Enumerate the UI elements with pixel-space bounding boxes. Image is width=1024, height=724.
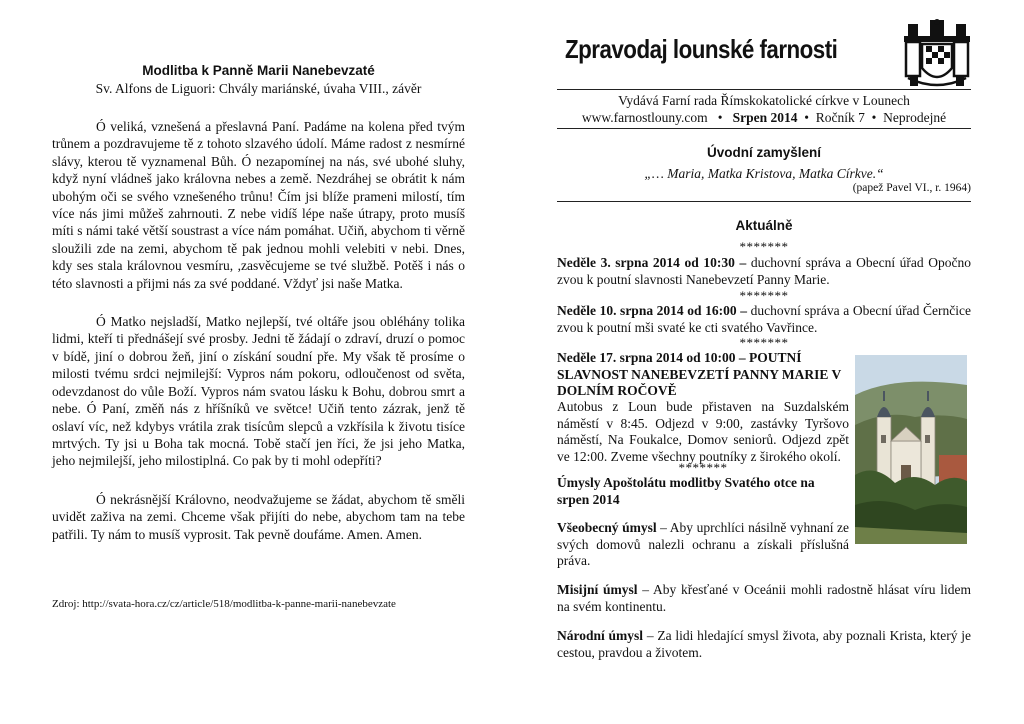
source-url: Zdroj: http://svata-hora.cz/cz/article/518/modlitba-k-panne-marii-nanebevzate [52, 598, 396, 610]
prayer-paragraph-2: Ó Matko nejsladší, Matko nejlepší, tvé oltáře jsou obléhány tolika lidmi, kteří ti přednášejí své prosby. Jedni tě žádají o zdraví, druzí o pomoc v bídě, jiní o dobrou žeň, jiní o získání soudní pře. My však tě prosíme o milosti tvému srdci nejmilejší: Vypros nám pokoru, odloučenost od světa, odevzdanost do vůle Boží. Vypros nám svatou lásku k Bohu, dobrou smrt a nebe. Ó Paní, změň nás z hříšníků ve světce! Učiň tento zázrak, jenž tě oslaví víc, než kdybys vrátila zrak tisícům slepců a vzkřísila k životu tisíce mrtvých. Ty jsi u Boha tak mocná. Tobě stačí jen říci, že jsi jeho Matka, jeho nejmilejší, jeho milostiplná. Co pak by ti mohl odepříti? [52, 314, 465, 469]
prayer-paragraph-3: Ó nekrásnější Královno, neodvažujeme se žádat, abychom tě směli uvidět zaživa na zemi. Chceme však přijíti do nebe, abychom tam na tebe patřili. Ty nám to musíš vyprosit. Tak pevně doufáme. Amen. Amen. [52, 491, 465, 542]
news-title: Aktuálně [735, 218, 793, 233]
issue-month: Srpen 2014 [732, 110, 798, 125]
masthead-rule-bottom [557, 128, 971, 129]
intention-mission-text: – Aby křesťané v Oceánii mohli radostně hlásat víru lidem na svém kontinentu. [557, 582, 971, 614]
separator-dot: • [804, 110, 809, 125]
separator-stars: ******* [739, 288, 789, 303]
prayer-paragraph-1: Ó veliká, vznešená a přeslavná Paní. Padáme na kolena před tvým trůnem a pozdravujeme tě z tohoto slzavého údolí. Máme radost z nesmírné slávy, kterou tě vyznamenal Bůh. Ó nezapomínej na nás, své ubohé sluhy, když nyní vládneš jako královna nebes a země. Nezdráhej se obrátit k nám ubohým oči se svého vznešeného trůnu! Čím jsi blíže prameni milostí, tím více nás jimi můžeš zahrnouti. Z nebe vidíš lépe naše útrapy, proto musíš míti s námi také větší soustrast a více nám pomáhat. Učiň, abychom ti věrně sloužili zde na zemi, abychom tě pak jednou mohli velebiti v nebi. Dnes, kdy ses stala královnou vesmíru, ,zasvěcujeme se tvé službě. Potěš i nás o této slavnosti a přijmi nás za své poddané. Vždyť jsi naše Matka. [52, 119, 465, 291]
intro-quote: „… Maria, Matka Kristova, Matka Církve.“ [644, 166, 884, 181]
intro-quote-source: (papež Pavel VI., r. 1964) [852, 182, 971, 194]
pilgrimage-head: Neděle 17. srpna 2014 od 10:00 – POUTNÍ SLAVNOST NANEBEVZETÍ PANNY MARIE V DOLNÍM ROČOVĚ [557, 350, 842, 398]
intention-general-text: – Aby uprchlíci násilně vyhnaní ze svých domovů nalezli ochranu a získali příslušná práva. [557, 520, 850, 568]
intention-national-head: Národní úmysl [557, 628, 644, 643]
separator-stars: ******* [678, 460, 728, 475]
news-item-2-text: duchovní správa a Obecní úřad Černčice zvou k poutní mši svaté ke cti svatého Vavřince. [557, 303, 971, 335]
intention-national-text: – Za lidi hledající smysl života, aby poznali Krista, který je cestou, pravdou a životem. [557, 628, 971, 660]
news-item-1-head: Neděle 3. srpna 2014 od 10:30 – [557, 255, 747, 270]
intention-mission [557, 582, 971, 615]
apostolate-title: Úmysly Apoštolátu modlitby Svatého otce na srpen 2014 [557, 475, 815, 507]
intention-general [557, 520, 849, 570]
intro-rule [557, 201, 971, 202]
prayer-title: Modlitba k Panně Marii Nanebevzaté [142, 63, 375, 78]
volume: Ročník 7 [815, 110, 865, 125]
intro-title: Úvodní zamyšlení [706, 145, 822, 160]
news-item-2-head: Neděle 10. srpna 2014 od 16:00 – [557, 303, 747, 318]
prayer-source: Sv. Alfons de Liguori: Chvály mariánské, úvaha VIII., závěr [95, 81, 422, 96]
publisher-line: Vydává Farní rada Římskokatolické církve v Lounech [618, 93, 910, 108]
masthead-title: Zpravodaj lounské farnosti [565, 34, 838, 64]
town-crest-icon [900, 18, 974, 92]
news-item-2 [557, 303, 971, 336]
separator-dot: • [871, 110, 877, 125]
separator-dot: • [717, 110, 723, 125]
church-photo [855, 355, 967, 544]
prayer-section [52, 62, 465, 543]
intention-general-head: Všeobecný úmysl [557, 520, 657, 535]
news-item-1 [557, 255, 971, 288]
intention-national [557, 628, 971, 661]
news-item-1-text: duchovní správa a Obecní úřad Opočno zvou k poutní slavnosti Nanebevzetí Panny Marie. [557, 255, 971, 287]
price-note: Neprodejné [883, 110, 947, 125]
issue-info [557, 110, 971, 126]
separator-stars: ******* [739, 335, 789, 350]
website-link[interactable]: www.farnostlouny.com [581, 110, 708, 125]
pilgrimage-text: Autobus z Loun bude přistaven na Suzdalském náměstí v 8:45. Odjezd v 9:00, zastávky Tyršovo náměstí, Na Foukalce, Domov seniorů. Odjezd zpět ve 12:00. Zveme všechny poutníky z širokého okolí. [557, 399, 849, 464]
separator-stars: ******* [739, 239, 789, 254]
intention-mission-head: Misijní úmysl [557, 582, 638, 597]
masthead-rule-top [557, 89, 971, 90]
